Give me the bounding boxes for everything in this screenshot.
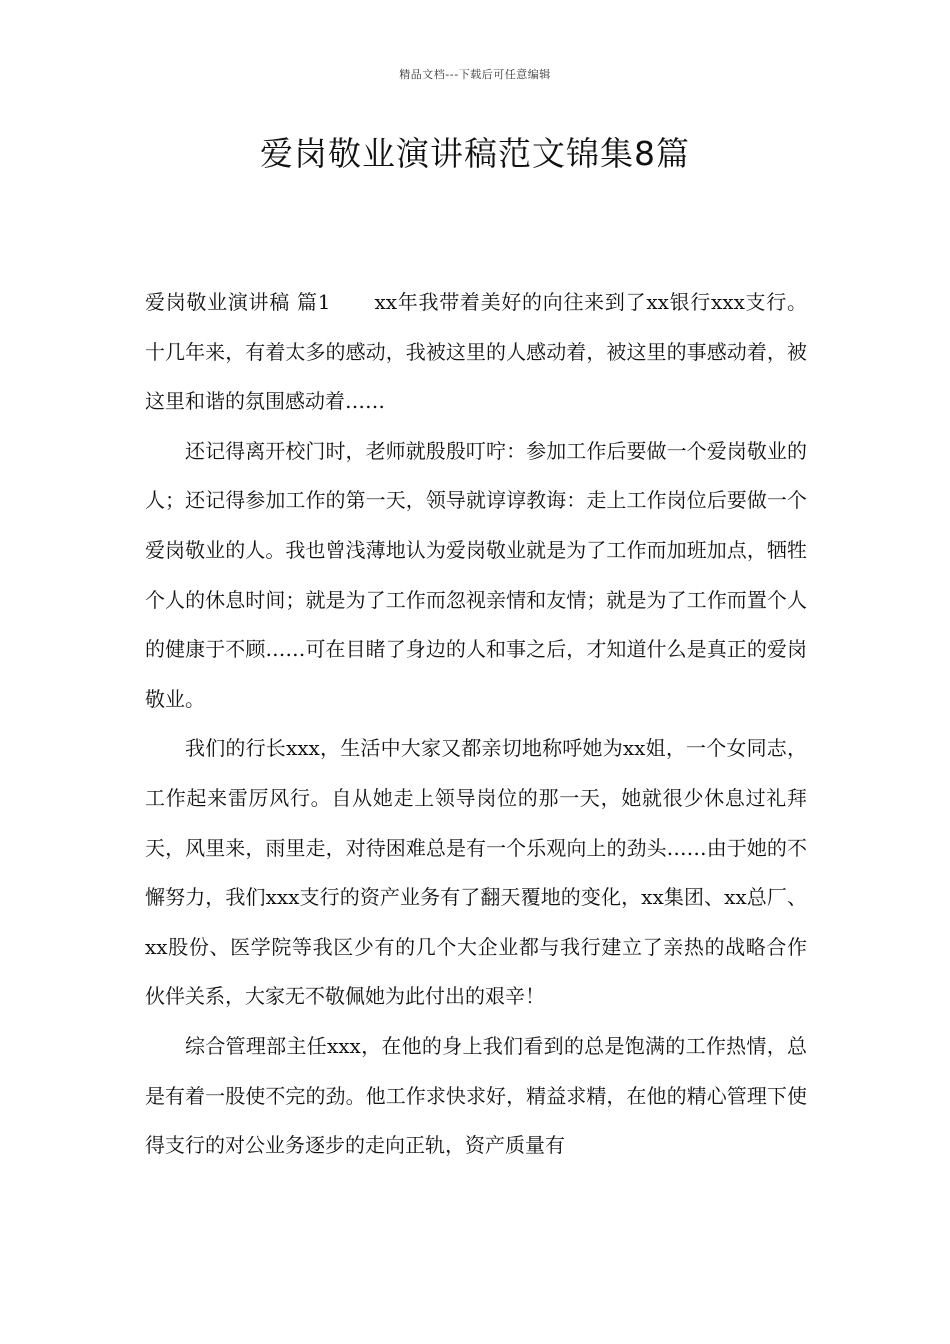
document-title: 爱岗敬业演讲稿范文锦集8篇 (260, 134, 690, 173)
paragraph-1 (145, 278, 807, 427)
paragraph-1-text: xx年我带着美好的向往来到了xx银行xxx支行。十几年来，有着太多的感动，我被这里的人感动着，被这里的事感动着，被这里和谐的氛围感动着…… (145, 290, 807, 414)
section-label: 爱岗敬业演讲稿 篇1 (145, 290, 331, 314)
paragraph-3: 我们的行长xxx，生活中大家又都亲切地称呼她为xx姐，一个女同志，工作起来雷厉风行。自从她走上领导岗位的那一天，她就很少休息过礼拜天，风里来，雨里走，对待困难总是有一个乐观向上的劲头……由于她的不懈努力，我们xxx支行的资产业务有了翻天覆地的变化，xx集团、xx总厂、xx股份、医学院等我区少有的几个大企业都与我行建立了亲热的战略合作伙伴关系，大家无不敬佩她为此付出的艰辛！ (145, 736, 807, 1009)
document-body (145, 278, 807, 1171)
paragraph-4: 综合管理部主任xxx，在他的身上我们看到的总是饱满的工作热情，总是有着一股使不完的劲。他工作求快求好，精益求精，在他的精心管理下使得支行的对公业务逐步的走向正轨，资产质量有 (145, 1033, 807, 1158)
paragraph-2: 还记得离开校门时，老师就殷殷叮咛：参加工作后要做一个爱岗敬业的人；还记得参加工作的第一天，领导就谆谆教诲：走上工作岗位后要做一个爱岗敬业的人。我也曾浅薄地认为爱岗敬业就是为了工作而加班加点，牺牲个人的休息时间；就是为了工作而忽视亲情和友情；就是为了工作而置个人的健康于不顾……可在目睹了身边的人和事之后，才知道什么是真正的爱岗敬业。 (145, 438, 807, 711)
header-note: 精品文档---下载后可任意编辑 (399, 68, 551, 81)
